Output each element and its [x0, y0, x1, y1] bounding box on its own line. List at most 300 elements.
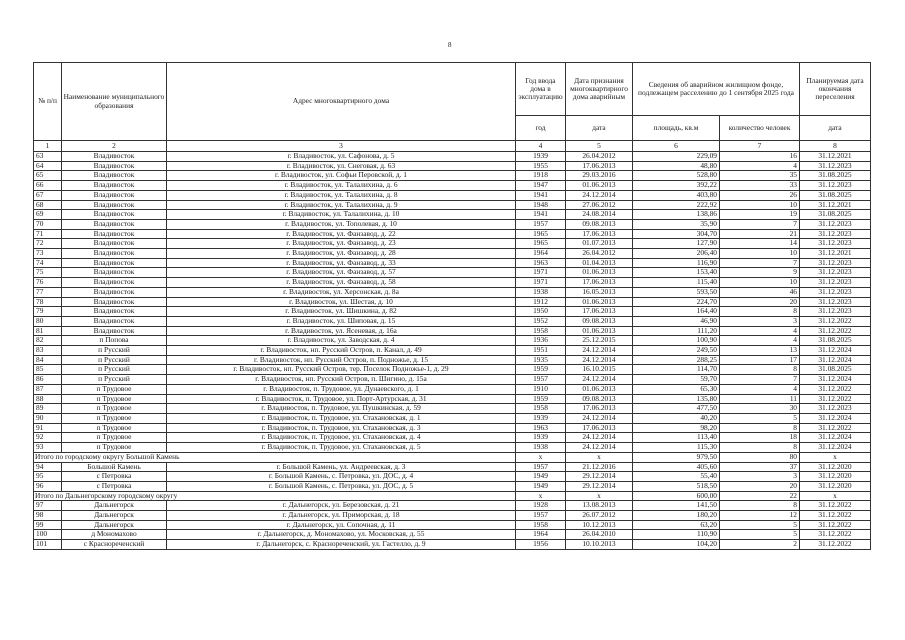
people-cell: 7: [720, 219, 800, 229]
planned-date-cell: 31.12.2024: [800, 346, 871, 356]
area-cell: 113,40: [633, 433, 720, 443]
year-cell: 1971: [516, 268, 566, 278]
row-number-cell: 99: [34, 520, 62, 530]
table-row: [34, 462, 871, 472]
column-number: 7: [720, 141, 800, 152]
date-declared-cell: 24.12.2014: [566, 355, 633, 365]
year-cell: 1918: [516, 171, 566, 181]
planned-date-cell: 31.12.2023: [800, 287, 871, 297]
date-declared-cell: 09.08.2013: [566, 316, 633, 326]
row-number-cell: 81: [34, 326, 62, 336]
people-cell: 26: [720, 190, 800, 200]
header-date-declared: Дата признания многоквартирного дома аварийным: [566, 63, 633, 116]
date-declared-cell: 01.06.2013: [566, 297, 633, 307]
date-declared-cell: 01.06.2013: [566, 326, 633, 336]
planned-date-cell: 31.12.2023: [800, 297, 871, 307]
table-row: [34, 181, 871, 191]
header-num: № п/п: [34, 63, 62, 141]
planned-date-cell: x: [800, 491, 871, 501]
year-cell: 1941: [516, 190, 566, 200]
address-cell: г. Большой Камень, с. Петровка, ул. ДОС, д. 4: [167, 472, 516, 482]
year-cell: 1959: [516, 394, 566, 404]
area-cell: 164,40: [633, 307, 720, 317]
municipality-cell: п Трудовое: [62, 394, 167, 404]
column-number: 3: [167, 141, 516, 152]
row-number-cell: 98: [34, 511, 62, 521]
header-year: Год ввода дома в эксплуатацию: [516, 63, 566, 116]
date-declared-cell: 29.12.2014: [566, 481, 633, 491]
area-cell: 65,30: [633, 384, 720, 394]
municipality-cell: Владивосток: [62, 307, 167, 317]
year-cell: 1939: [516, 152, 566, 162]
area-cell: 405,60: [633, 462, 720, 472]
people-cell: 3: [720, 472, 800, 482]
people-cell: 4: [720, 384, 800, 394]
municipality-cell: Дальнегорск: [62, 501, 167, 511]
area-cell: 138,86: [633, 210, 720, 220]
address-cell: г. Владивосток, ул. Снеговая, д. 63: [167, 161, 516, 171]
date-declared-cell: x: [566, 491, 633, 501]
date-declared-cell: 26.04.2010: [566, 530, 633, 540]
row-number-cell: 67: [34, 190, 62, 200]
planned-date-cell: 31.12.2020: [800, 481, 871, 491]
date-declared-cell: 24.12.2014: [566, 375, 633, 385]
date-declared-cell: 24.12.2014: [566, 413, 633, 423]
area-cell: 40,20: [633, 413, 720, 423]
row-number-cell: 91: [34, 423, 62, 433]
address-cell: г. Владивосток, нп. Русский Остров, п. Шигино, д. 15а: [167, 375, 516, 385]
table-row: [34, 511, 871, 521]
date-declared-cell: 26.07.2012: [566, 511, 633, 521]
municipality-cell: Владивосток: [62, 268, 167, 278]
subheader-date-2: дата: [800, 116, 871, 141]
people-cell: 21: [720, 229, 800, 239]
area-cell: 48,80: [633, 161, 720, 171]
planned-date-cell: 31.12.2023: [800, 258, 871, 268]
address-cell: г. Владивосток, п. Трудовое, ул. Стахановская, д. 5: [167, 443, 516, 453]
planned-date-cell: 31.08.2025: [800, 190, 871, 200]
row-number-cell: 96: [34, 481, 62, 491]
year-cell: 1941: [516, 210, 566, 220]
header-address: Адрес многоквартирного дома: [167, 63, 516, 141]
address-cell: г. Владивосток, ул. Фанзавод, д. 22: [167, 229, 516, 239]
column-number: 8: [800, 141, 871, 152]
row-number-cell: 101: [34, 540, 62, 550]
address-cell: г. Большой Камень, с. Петровка, ул. ДОС, д. 5: [167, 481, 516, 491]
year-cell: 1957: [516, 375, 566, 385]
address-cell: г. Владивосток, ул. Фанзавод, д. 23: [167, 239, 516, 249]
people-cell: 17: [720, 355, 800, 365]
address-cell: г. Владивосток, нп. Русский Остров, тер. Поселок Подножье-1, д. 29: [167, 365, 516, 375]
people-cell: 8: [720, 365, 800, 375]
date-declared-cell: 24.08.2014: [566, 210, 633, 220]
row-number-cell: 76: [34, 278, 62, 288]
row-number-cell: 72: [34, 239, 62, 249]
date-declared-cell: 24.12.2014: [566, 190, 633, 200]
address-cell: г. Владивосток, ул. Талалихина, д. 6: [167, 181, 516, 191]
table-row: [34, 268, 871, 278]
table-row: [34, 336, 871, 346]
area-cell: 63,20: [633, 520, 720, 530]
area-cell: 98,20: [633, 423, 720, 433]
people-cell: 8: [720, 501, 800, 511]
date-declared-cell: 01.07.2013: [566, 239, 633, 249]
table-row: [34, 297, 871, 307]
subtotal-label: Итого по городскому округу Большой Камень: [34, 452, 516, 462]
date-declared-cell: 29.03.2016: [566, 171, 633, 181]
municipality-cell: п Трудовое: [62, 433, 167, 443]
area-cell: 180,20: [633, 511, 720, 521]
area-cell: 114,70: [633, 365, 720, 375]
year-cell: 1955: [516, 161, 566, 171]
municipality-cell: Владивосток: [62, 181, 167, 191]
planned-date-cell: 31.12.2022: [800, 501, 871, 511]
row-number-cell: 94: [34, 462, 62, 472]
area-cell: 135,80: [633, 394, 720, 404]
date-declared-cell: 17.06.2013: [566, 278, 633, 288]
table-row: [34, 384, 871, 394]
row-number-cell: 92: [34, 433, 62, 443]
address-cell: г. Владивосток, ул. Шишкина, д. 82: [167, 307, 516, 317]
row-number-cell: 74: [34, 258, 62, 268]
area-cell: 111,20: [633, 326, 720, 336]
address-cell: г. Дальнегорск, д. Мономахово, ул. Московская, д. 55: [167, 530, 516, 540]
municipality-cell: Большой Камень: [62, 462, 167, 472]
year-cell: 1963: [516, 258, 566, 268]
people-cell: 2: [720, 540, 800, 550]
year-cell: 1939: [516, 433, 566, 443]
year-cell: 1965: [516, 239, 566, 249]
header-fund-info: Сведения об аварийном жилищном фонде, подлежащем расселению до 1 сентября 2025 года: [633, 63, 800, 116]
people-cell: 10: [720, 249, 800, 259]
date-declared-cell: 09.08.2013: [566, 219, 633, 229]
row-number-cell: 75: [34, 268, 62, 278]
date-declared-cell: 13.08.2013: [566, 501, 633, 511]
table-row: [34, 171, 871, 181]
people-cell: 8: [720, 443, 800, 453]
planned-date-cell: 31.12.2023: [800, 161, 871, 171]
people-cell: 20: [720, 481, 800, 491]
people-cell: 16: [720, 152, 800, 162]
planned-date-cell: 31.12.2020: [800, 472, 871, 482]
emergency-housing-table: [33, 62, 871, 550]
date-declared-cell: 27.06.2012: [566, 200, 633, 210]
municipality-cell: п Трудовое: [62, 423, 167, 433]
municipality-cell: п Русский: [62, 365, 167, 375]
planned-date-cell: 31.12.2023: [800, 219, 871, 229]
row-number-cell: 86: [34, 375, 62, 385]
people-cell: 19: [720, 210, 800, 220]
row-number-cell: 79: [34, 307, 62, 317]
year-cell: 1957: [516, 219, 566, 229]
area-cell: 304,70: [633, 229, 720, 239]
address-cell: г. Владивосток, ул. Сафонова, д. 5: [167, 152, 516, 162]
table-row: [34, 278, 871, 288]
table-row: [34, 229, 871, 239]
area-cell: 392,22: [633, 181, 720, 191]
row-number-cell: 66: [34, 181, 62, 191]
subheader-year: год: [516, 116, 566, 141]
date-declared-cell: 10.12.2013: [566, 520, 633, 530]
planned-date-cell: 31.08.2025: [800, 210, 871, 220]
area-cell: 141,50: [633, 501, 720, 511]
planned-date-cell: 31.12.2022: [800, 511, 871, 521]
date-declared-cell: 24.12.2014: [566, 346, 633, 356]
planned-date-cell: 31.12.2023: [800, 268, 871, 278]
table-row: [34, 249, 871, 259]
row-number-cell: 87: [34, 384, 62, 394]
subtotal-row: [34, 452, 871, 462]
date-declared-cell: 16.05.2013: [566, 287, 633, 297]
people-cell: 7: [720, 258, 800, 268]
table-row: [34, 239, 871, 249]
column-number: 1: [34, 141, 62, 152]
table-row: [34, 258, 871, 268]
municipality-cell: Владивосток: [62, 152, 167, 162]
planned-date-cell: 31.08.2025: [800, 336, 871, 346]
address-cell: г. Владивосток, ул. Фанзавод, д. 28: [167, 249, 516, 259]
area-cell: 127,90: [633, 239, 720, 249]
area-cell: 229,09: [633, 152, 720, 162]
planned-date-cell: 31.12.2023: [800, 239, 871, 249]
subtotal-label: Итого по Дальнегорскому городскому округу: [34, 491, 516, 501]
row-number-cell: 100: [34, 530, 62, 540]
address-cell: г. Владивосток, п. Трудовое, ул. Порт-Артурская, д. 31: [167, 394, 516, 404]
year-cell: 1957: [516, 511, 566, 521]
people-cell: 14: [720, 239, 800, 249]
planned-date-cell: 31.12.2022: [800, 326, 871, 336]
date-declared-cell: 16.10.2015: [566, 365, 633, 375]
municipality-cell: с Петровка: [62, 481, 167, 491]
municipality-cell: Владивосток: [62, 249, 167, 259]
area-cell: 35,90: [633, 219, 720, 229]
people-cell: 30: [720, 404, 800, 414]
address-cell: г. Владивосток, п. Трудовое, ул. Стахановская, д. 3: [167, 423, 516, 433]
municipality-cell: Владивосток: [62, 258, 167, 268]
page-number: 8: [448, 41, 452, 49]
area-cell: 528,80: [633, 171, 720, 181]
table-row: [34, 540, 871, 550]
planned-date-cell: 31.08.2025: [800, 365, 871, 375]
table-row: [34, 520, 871, 530]
municipality-cell: Владивосток: [62, 287, 167, 297]
address-cell: г. Владивосток, ул. Заводская, д. 4: [167, 336, 516, 346]
year-cell: 1938: [516, 287, 566, 297]
planned-date-cell: 31.12.2024: [800, 355, 871, 365]
planned-date-cell: 31.12.2022: [800, 394, 871, 404]
people-cell: 4: [720, 161, 800, 171]
column-number: 2: [62, 141, 167, 152]
row-number-cell: 95: [34, 472, 62, 482]
address-cell: г. Владивосток, ул. Шестая, д. 10: [167, 297, 516, 307]
planned-date-cell: 31.12.2022: [800, 384, 871, 394]
year-cell: 1952: [516, 316, 566, 326]
date-declared-cell: 21.12.2016: [566, 462, 633, 472]
date-declared-cell: 01.06.2013: [566, 384, 633, 394]
row-number-cell: 77: [34, 287, 62, 297]
municipality-cell: Владивосток: [62, 326, 167, 336]
municipality-cell: п Трудовое: [62, 443, 167, 453]
table-row: [34, 530, 871, 540]
date-declared-cell: 01.06.2013: [566, 181, 633, 191]
row-number-cell: 69: [34, 210, 62, 220]
address-cell: г. Владивосток, ул. Софьи Перовской, д. 1: [167, 171, 516, 181]
area-cell: 46,90: [633, 316, 720, 326]
area-cell: 116,90: [633, 258, 720, 268]
year-cell: 1963: [516, 423, 566, 433]
address-cell: г. Дальнегорск, ул. Сопочная, д. 11: [167, 520, 516, 530]
area-cell: 115,40: [633, 278, 720, 288]
year-cell: 1939: [516, 413, 566, 423]
date-declared-cell: 17.06.2013: [566, 229, 633, 239]
address-cell: г. Владивосток, ул. Шиповая, д. 15: [167, 316, 516, 326]
municipality-cell: Владивосток: [62, 316, 167, 326]
municipality-cell: д Мономахово: [62, 530, 167, 540]
header-planned-date: Планируемая дата окончания переселения: [800, 63, 871, 116]
area-cell: 403,80: [633, 190, 720, 200]
municipality-cell: п Трудовое: [62, 404, 167, 414]
area-cell: 59,70: [633, 375, 720, 385]
row-number-cell: 84: [34, 355, 62, 365]
subheader-people: количество человек: [720, 116, 800, 141]
table-row: [34, 423, 871, 433]
table-row: [34, 210, 871, 220]
year-cell: 1949: [516, 472, 566, 482]
address-cell: г. Владивосток, ул. Тополевая, д. 10: [167, 219, 516, 229]
municipality-cell: Владивосток: [62, 278, 167, 288]
table-row: [34, 443, 871, 453]
people-cell: 4: [720, 336, 800, 346]
municipality-cell: с Краснореченский: [62, 540, 167, 550]
planned-date-cell: 31.12.2021: [800, 152, 871, 162]
address-cell: г. Владивосток, п. Трудовое, ул. Стахановская, д. 1: [167, 413, 516, 423]
people-cell: 3: [720, 316, 800, 326]
row-number-cell: 93: [34, 443, 62, 453]
table-row: [34, 413, 871, 423]
year-cell: 1958: [516, 520, 566, 530]
address-cell: г. Владивосток, нп. Русский Остров, п. Подножье, д. 15: [167, 355, 516, 365]
area-cell: 249,50: [633, 346, 720, 356]
municipality-cell: Владивосток: [62, 297, 167, 307]
row-number-cell: 68: [34, 200, 62, 210]
subtotal-row: [34, 491, 871, 501]
row-number-cell: 82: [34, 336, 62, 346]
planned-date-cell: 31.12.2023: [800, 404, 871, 414]
people-cell: 35: [720, 171, 800, 181]
address-cell: г. Владивосток, ул. Херсонская, д. 8а: [167, 287, 516, 297]
year-cell: 1964: [516, 249, 566, 259]
people-cell: 7: [720, 375, 800, 385]
year-cell: 1948: [516, 200, 566, 210]
area-cell: 224,70: [633, 297, 720, 307]
people-cell: 4: [720, 326, 800, 336]
table-row: [34, 433, 871, 443]
people-cell: 10: [720, 278, 800, 288]
municipality-cell: Владивосток: [62, 200, 167, 210]
address-cell: г. Дальнегорск, ул. Приморская, д. 18: [167, 511, 516, 521]
address-cell: г. Владивосток, ул. Фанзавод, д. 58: [167, 278, 516, 288]
people-cell: 5: [720, 520, 800, 530]
year-cell: 1935: [516, 355, 566, 365]
area-cell: 115,30: [633, 443, 720, 453]
table-row: [34, 307, 871, 317]
date-declared-cell: 09.08.2013: [566, 394, 633, 404]
municipality-cell: Владивосток: [62, 219, 167, 229]
table-row: [34, 346, 871, 356]
municipality-cell: п Попова: [62, 336, 167, 346]
date-declared-cell: 24.12.2014: [566, 443, 633, 453]
year-cell: 1950: [516, 307, 566, 317]
year-cell: x: [516, 491, 566, 501]
year-cell: 1928: [516, 501, 566, 511]
row-number-cell: 71: [34, 229, 62, 239]
year-cell: 1912: [516, 297, 566, 307]
municipality-cell: Владивосток: [62, 190, 167, 200]
municipality-cell: Дальнегорск: [62, 520, 167, 530]
year-cell: 1964: [516, 530, 566, 540]
area-cell: 600,00: [633, 491, 720, 501]
row-number-cell: 63: [34, 152, 62, 162]
table-row: [34, 316, 871, 326]
area-cell: 55,40: [633, 472, 720, 482]
people-cell: 5: [720, 413, 800, 423]
row-number-cell: 78: [34, 297, 62, 307]
planned-date-cell: 31.12.2022: [800, 530, 871, 540]
address-cell: г. Владивосток, ул. Талалихина, д. 8: [167, 190, 516, 200]
table-row: [34, 394, 871, 404]
address-cell: г. Большой Камень, ул. Андреевская, д. 3: [167, 462, 516, 472]
date-declared-cell: 17.06.2013: [566, 307, 633, 317]
year-cell: 1947: [516, 181, 566, 191]
planned-date-cell: 31.12.2021: [800, 249, 871, 259]
date-declared-cell: 26.04.2012: [566, 152, 633, 162]
year-cell: 1971: [516, 278, 566, 288]
date-declared-cell: 01.06.2013: [566, 268, 633, 278]
area-cell: 518,50: [633, 481, 720, 491]
table-row: [34, 200, 871, 210]
area-cell: 104,20: [633, 540, 720, 550]
people-cell: 80: [720, 452, 800, 462]
people-cell: 5: [720, 530, 800, 540]
people-cell: 13: [720, 346, 800, 356]
year-cell: 1965: [516, 229, 566, 239]
area-cell: 206,40: [633, 249, 720, 259]
table-body: [34, 152, 871, 550]
row-number-cell: 70: [34, 219, 62, 229]
planned-date-cell: 31.12.2022: [800, 423, 871, 433]
people-cell: 46: [720, 287, 800, 297]
people-cell: 8: [720, 423, 800, 433]
table-row: [34, 404, 871, 414]
subheader-date: дата: [566, 116, 633, 141]
table-row: [34, 219, 871, 229]
people-cell: 12: [720, 511, 800, 521]
address-cell: г. Владивосток, п. Трудовое, ул. Стахановская, д. 4: [167, 433, 516, 443]
municipality-cell: Владивосток: [62, 161, 167, 171]
planned-date-cell: 31.12.2023: [800, 229, 871, 239]
people-cell: 8: [720, 307, 800, 317]
people-cell: 10: [720, 200, 800, 210]
municipality-cell: с Петровка: [62, 472, 167, 482]
planned-date-cell: 31.12.2022: [800, 316, 871, 326]
planned-date-cell: 31.12.2023: [800, 181, 871, 191]
row-number-cell: 85: [34, 365, 62, 375]
area-cell: 110,90: [633, 530, 720, 540]
date-declared-cell: 29.12.2014: [566, 472, 633, 482]
area-cell: 979,50: [633, 452, 720, 462]
planned-date-cell: 31.12.2022: [800, 520, 871, 530]
table-row: [34, 365, 871, 375]
